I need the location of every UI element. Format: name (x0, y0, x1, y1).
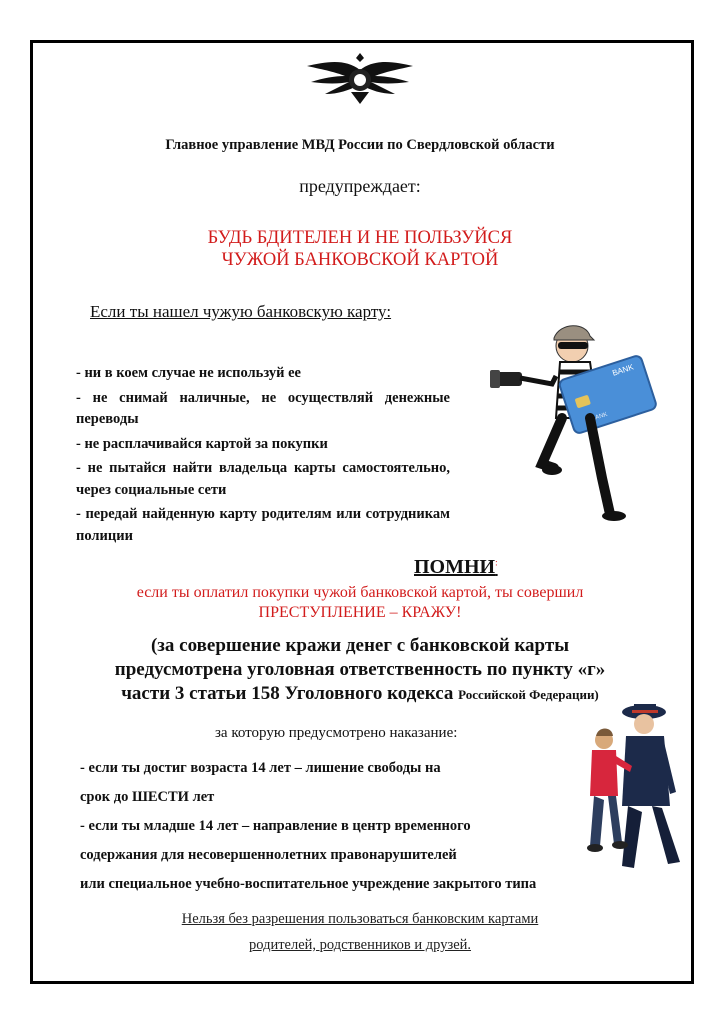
liability-statement (60, 634, 660, 707)
advice-list (76, 363, 450, 550)
card-label: BANK (611, 362, 635, 378)
advice-item: - передай найденную карту родителям или сотрудникам полиции (76, 506, 450, 544)
liability-line-3-main: части 3 статьи 158 Уголовного кодекса (121, 683, 454, 704)
if-paid-line-1: если ты оплатил покупки чужой банковской картой, ты совершил (136, 584, 584, 601)
advice-item: - не пытайся найти владельца карты самостоятельно, через социальные сети (76, 460, 450, 498)
penalty-line: содержания для несовершеннолетних правонарушителей (80, 847, 457, 863)
penalties-list (80, 754, 560, 899)
organization-name: Главное управление МВД России по Свердловской области (165, 137, 555, 153)
footer-line-1: Нельзя без разрешения пользоваться банковским картами (181, 911, 539, 927)
advice-item: - ни в коем случае не используй ее (76, 365, 301, 381)
liability-line-3-small: Российской Федерации) (458, 687, 599, 702)
penalty-line: - если ты достиг возраста 14 лет – лишение свободы на (80, 760, 441, 776)
headline-line-1: БУДЬ БДИТЕЛЕН И НЕ ПОЛЬЗУЙСЯ (207, 228, 513, 248)
if-paid-warning (60, 583, 660, 623)
penalty-line: срок до ШЕСТИ лет (80, 789, 215, 805)
liability-line-3 (60, 682, 660, 707)
footer-note (60, 906, 660, 958)
thief-illustration (490, 318, 660, 523)
advice-item: - не снимай наличные, не осуществляй денежные переводы (76, 389, 450, 427)
card-text: BANK (590, 411, 609, 423)
warns-text: предупреждает: (299, 176, 421, 196)
advice-item: - не расплачивайся картой за покупки (76, 435, 328, 452)
penalty-line: - если ты младше 14 лет – направление в центр временного (80, 818, 471, 834)
headline (60, 227, 660, 271)
liability-line-1: (за совершение кражи денег с банковской карты (150, 635, 570, 656)
headline-line-2: ЧУЖОЙ БАНКОВСКОЙ КАРТОЙ (221, 250, 499, 270)
remember-heading (414, 556, 498, 579)
mvd-emblem-icon (305, 52, 415, 108)
liability-line-2: предусмотрена уголовная ответственность по пункту «г» (114, 659, 606, 680)
footer-line-2: родителей, родственников и друзей. (248, 937, 472, 953)
police-officer-illustration (576, 696, 686, 872)
penalty-intro: за которую предусмотрено наказание: (215, 725, 458, 741)
penalty-line: или специальное учебно-воспитательное учреждение закрытого типа (80, 876, 537, 892)
if-found-heading: Если ты нашел чужую банковскую карту: (90, 302, 392, 321)
remember-word: ПОМНИ (414, 556, 496, 578)
remember-colon: : (495, 557, 498, 568)
if-paid-line-2: ПРЕСТУПЛЕНИЕ – КРАЖУ! (258, 604, 462, 621)
